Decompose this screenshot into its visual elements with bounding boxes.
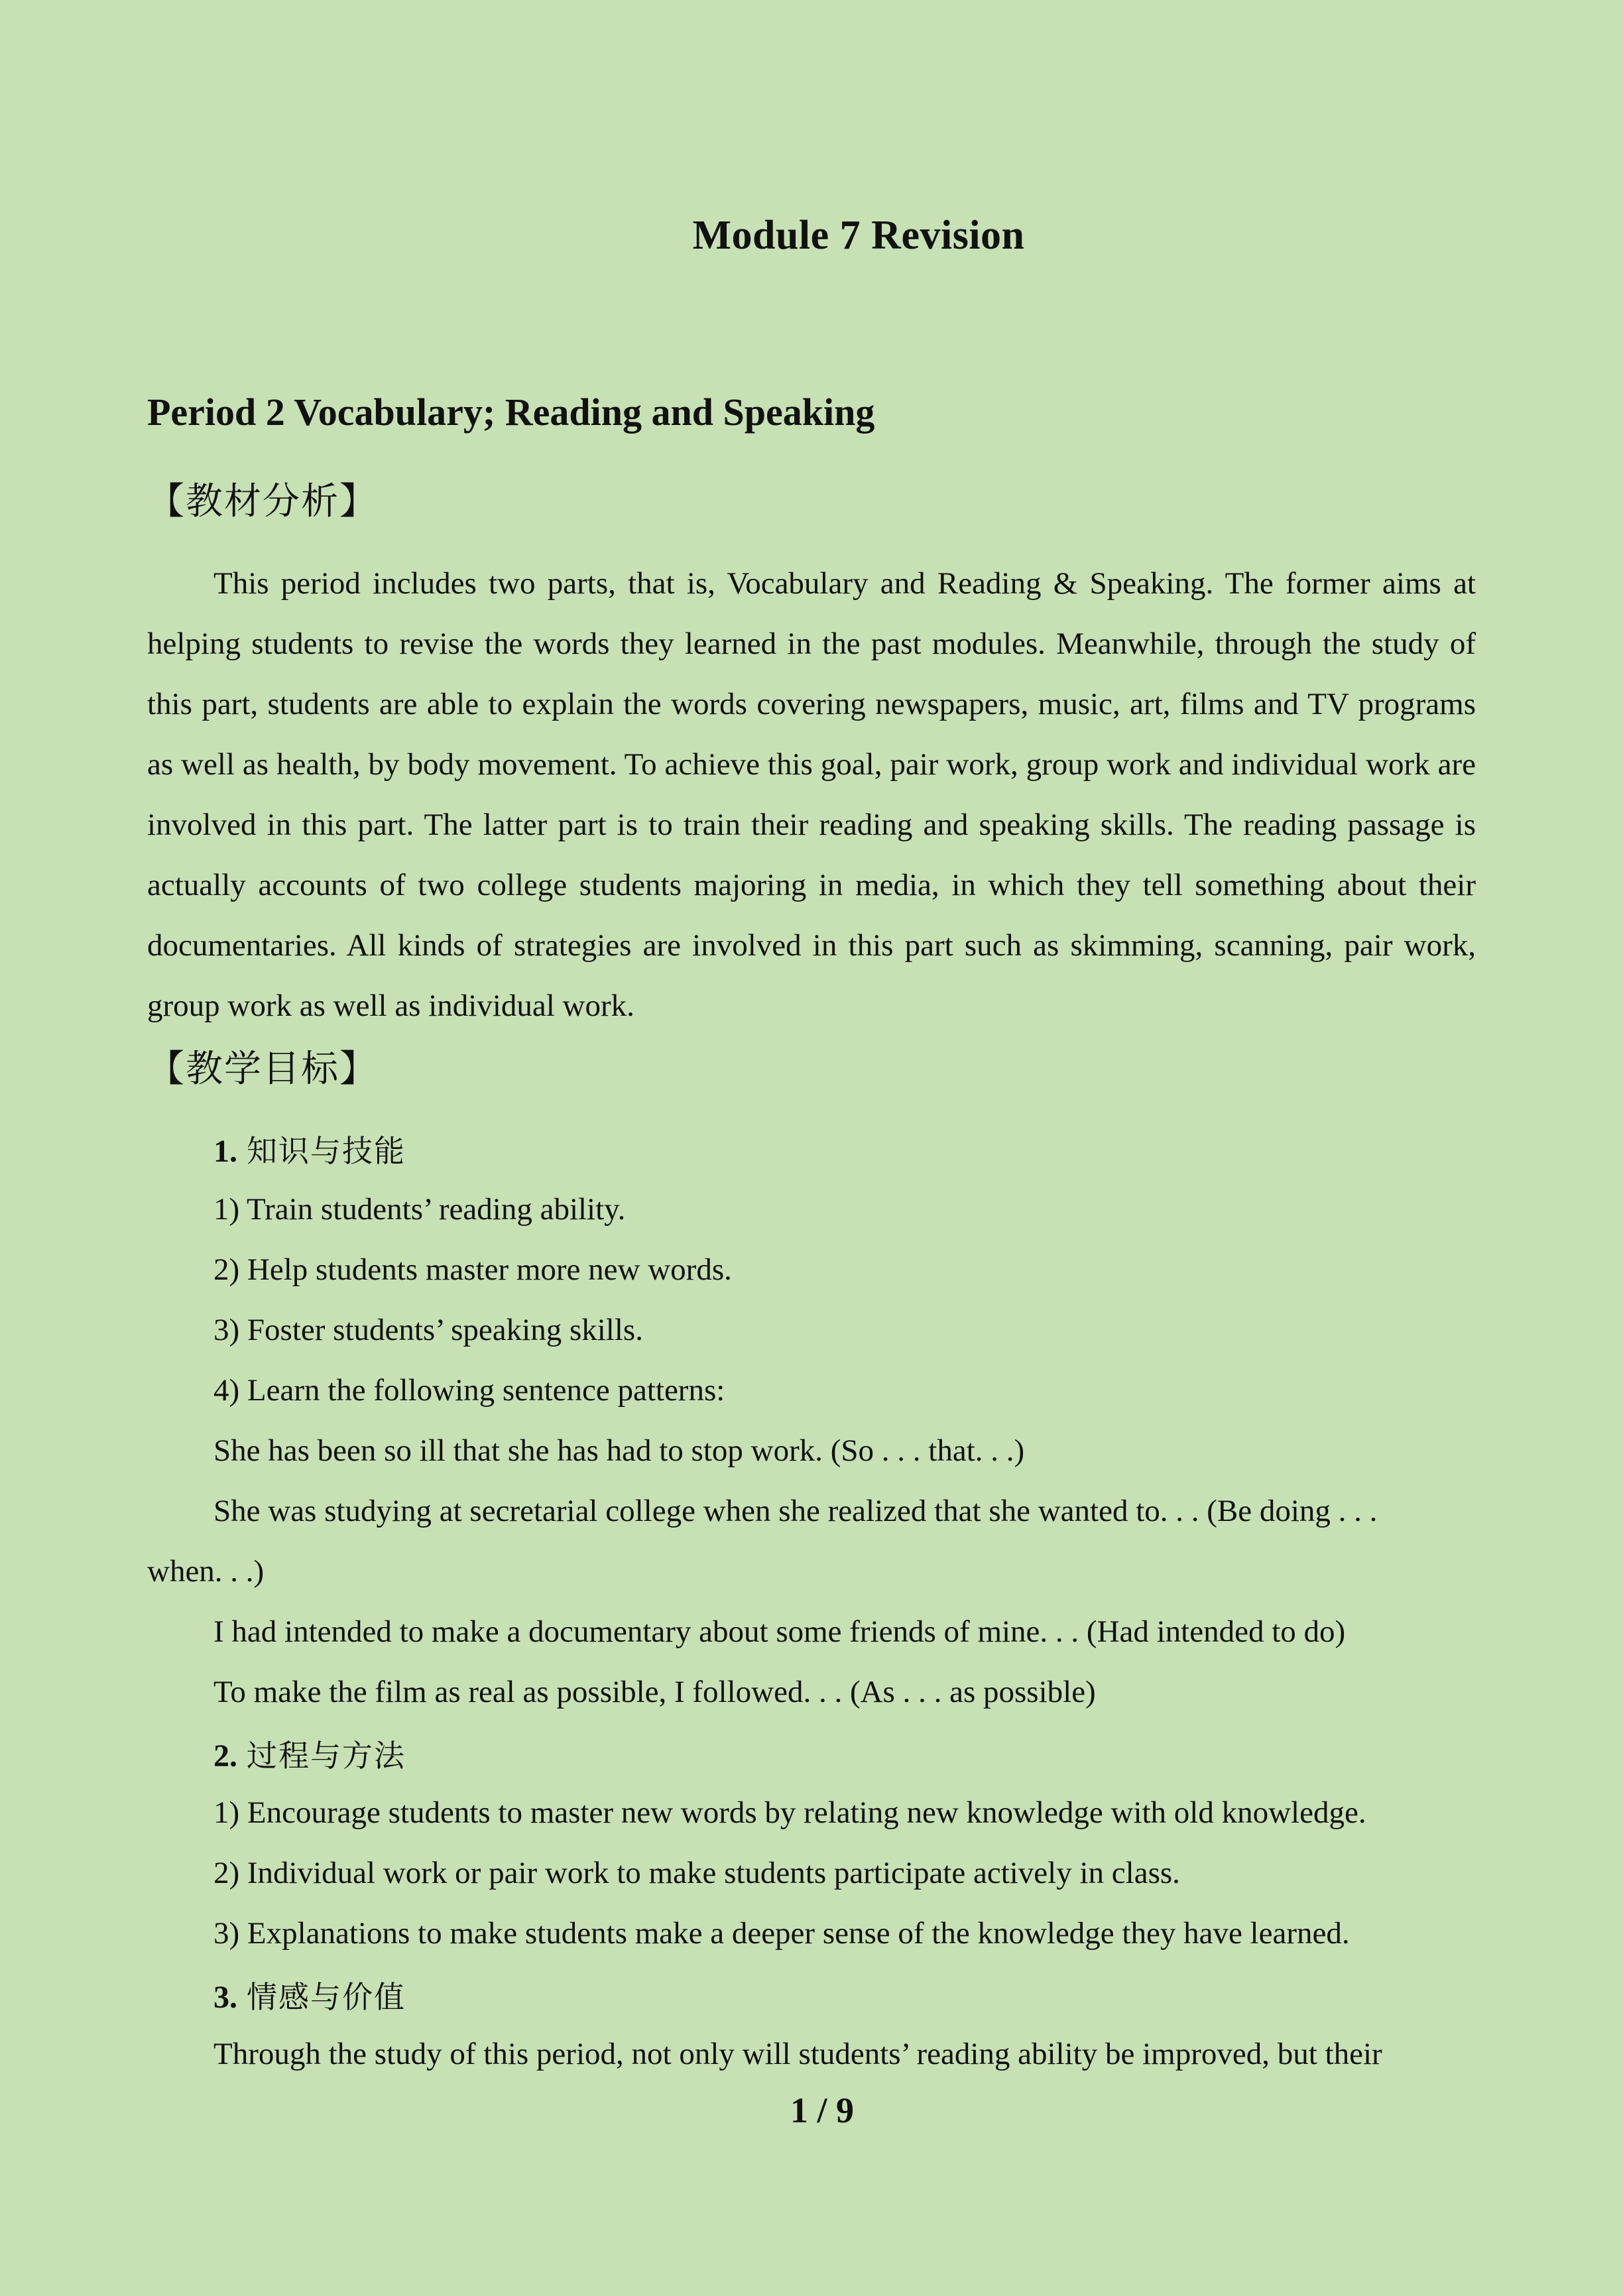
section-heading-teaching-goals: 【教学目标】 <box>147 1048 378 1091</box>
document-title: Module 7 Revision <box>692 213 1025 258</box>
goal-label: 知识与技能 <box>247 1133 406 1169</box>
analysis-paragraph: This period includes two parts, that is, Vocabulary and Reading & Speaking. The former aims at helping students to revise the words they learned in the past modules. Meanwhile, through the study of this part, students are able to explain the words covering newspapers, music, art, films and TV programs as well as health, by body movement. To achieve this goal, pair work, group work and individual work are involved in this part. The latter part is to train their reading and speaking skills. The reading passage is actually accounts of two college students majoring in media, in which they tell something about their documentaries. All kinds of strategies are involved in this part such as skimming, scanning, pair work, group work as well as individual work. <box>147 566 1476 1023</box>
goal-number: 2. <box>213 1738 237 1774</box>
goal-label: 过程与方法 <box>247 1738 406 1774</box>
page-number: 1 / 9 <box>790 2090 854 2130</box>
goal-heading-process-method <box>213 1732 406 1776</box>
list-item: 2) Individual work or pair work to make students participate actively in class. <box>213 1856 1180 1890</box>
goal-number: 3. <box>213 1980 237 2015</box>
sentence-pattern: To make the film as real as possible, I followed. . . (As . . . as possible) <box>213 1675 1096 1709</box>
list-item: 1) Encourage students to master new words by relating new knowledge with old knowledge. <box>213 1795 1366 1830</box>
list-item: 1) Train students’ reading ability. <box>213 1192 626 1227</box>
sentence-pattern: She was studying at secretarial college when she realized that she wanted to. . . (Be doing . . . <box>213 1494 1378 1528</box>
list-item: 3) Explanations to make students make a deeper sense of the knowledge they have learned. <box>213 1916 1350 1951</box>
goal-heading-knowledge-skills <box>213 1127 406 1171</box>
list-item: 4) Learn the following sentence patterns: <box>213 1373 725 1408</box>
sentence-pattern-continuation: when. . .) <box>147 1554 265 1589</box>
sentence-pattern: She has been so ill that she has had to stop work. (So . . . that. . .) <box>213 1433 1025 1468</box>
period-heading: Period 2 Vocabulary; Reading and Speaking <box>147 391 875 434</box>
section-heading-textbook-analysis: 【教材分析】 <box>147 480 378 523</box>
goal-text: Through the study of this period, not only will students’ reading ability be improved, but their <box>213 2037 1382 2071</box>
goal-heading-emotion-value <box>213 1973 406 2017</box>
sentence-pattern: I had intended to make a documentary about some friends of mine. . . (Had intended to do) <box>213 1614 1346 1649</box>
goal-number: 1. <box>213 1134 237 1169</box>
goal-label: 情感与价值 <box>247 1979 406 2015</box>
list-item: 2) Help students master more new words. <box>213 1252 732 1287</box>
list-item: 3) Foster students’ speaking skills. <box>213 1313 643 1347</box>
